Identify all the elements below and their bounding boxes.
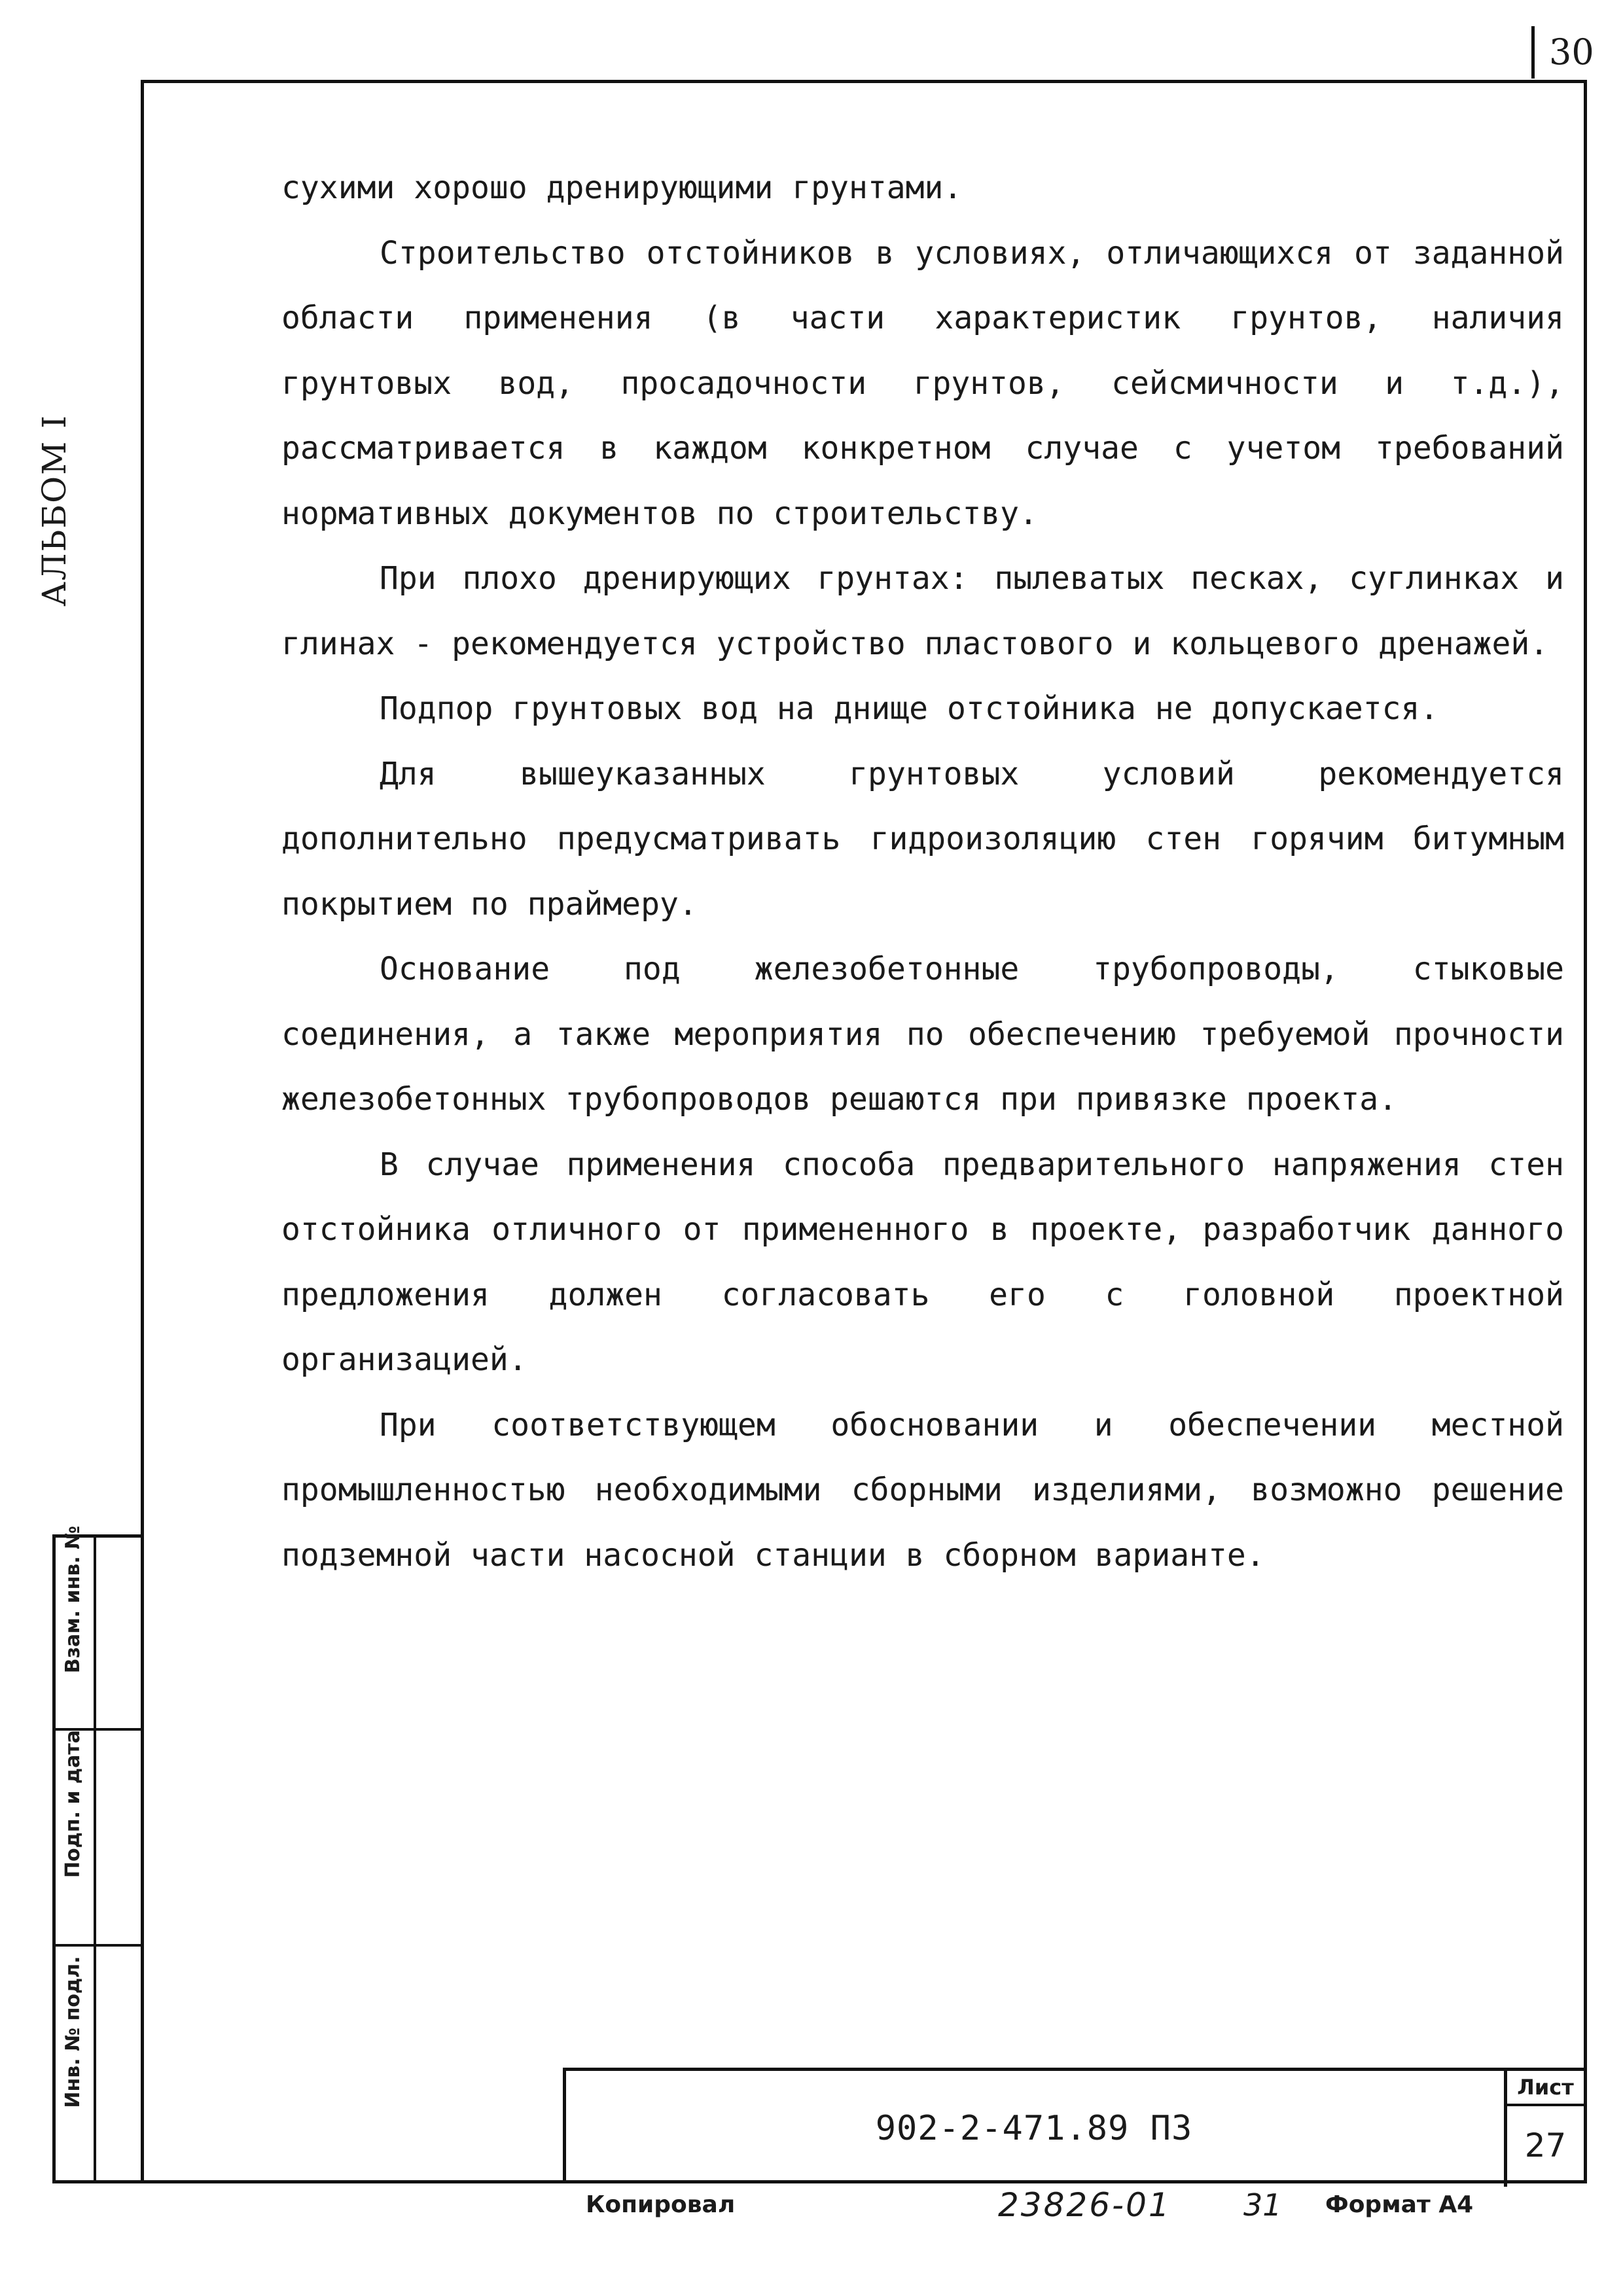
stamp-label: Подп. и дата xyxy=(62,1729,84,1879)
paragraph: сухими хорошо дренирующими грунтами. xyxy=(281,169,963,206)
order-sub-number: 31 xyxy=(1243,2187,1282,2223)
sheet-box xyxy=(1504,2071,1584,2187)
body-text xyxy=(281,156,1564,1588)
paragraph: Основание под железобетонные трубопроводы, стыковые соединения, а также мероприятия по обеспечению требуемой прочности железобетонных трубопроводов решаются при привязке проекта. xyxy=(281,951,1564,1118)
stamp-cell-inv-original xyxy=(56,1947,141,2183)
paragraph: Подпор грунтовых вод на днище отстойника не допускается. xyxy=(380,690,1439,727)
sheet-label: Лист xyxy=(1507,2071,1584,2106)
paragraph: В случае применения способа предварительного напряжения стен отстойника отличного от примененного в проекте, разработчик данного предложения должен согласовать его с головной проектной организацией. xyxy=(281,1146,1564,1378)
stamp-cell-sign-date xyxy=(56,1731,141,1947)
paragraph: При соответствующем обосновании и обеспечении местной промышленностью необходимыми сборными изделиями, возможно решение подземной части насосной станции в сборном варианте. xyxy=(281,1406,1564,1574)
copied-label: Копировал xyxy=(586,2191,736,2218)
album-label: АЛЬБОМ I xyxy=(35,414,73,607)
paragraph: Строительство отстойников в условиях, отличающихся от заданной области применения (в части характеристик грунтов, наличия грунтовых вод, просадочности грунтов, сейсмичности и т.д.), рассматривается в каждом конкретном случае с учетом требований нормативных документов по строительству. xyxy=(281,234,1564,532)
paragraph: Для вышеуказанных грунтовых условий рекомендуется дополнительно предусматривать гидроизоляцию стен горячим битумным покрытием по праймеру. xyxy=(281,755,1564,923)
stamp-label: Взам. инв. № xyxy=(62,1525,84,1674)
order-number: 23826-01 xyxy=(998,2186,1171,2224)
margin-stamp-table xyxy=(52,1525,141,2183)
sheet-number: 27 xyxy=(1524,2127,1567,2164)
format-label: Формат А4 xyxy=(1325,2191,1474,2218)
title-block xyxy=(563,2068,1587,2183)
stamp-label: Инв. № подл. xyxy=(62,1956,84,2108)
document-code: 902-2-471.89 ПЗ xyxy=(875,2109,1193,2148)
page-number: 30 xyxy=(1531,26,1603,79)
paragraph: При плохо дренирующих грунтах: пылеватых песках, суглинках и глинах - рекомендуется устройство пластового и кольцевого дренажей. xyxy=(281,560,1564,662)
